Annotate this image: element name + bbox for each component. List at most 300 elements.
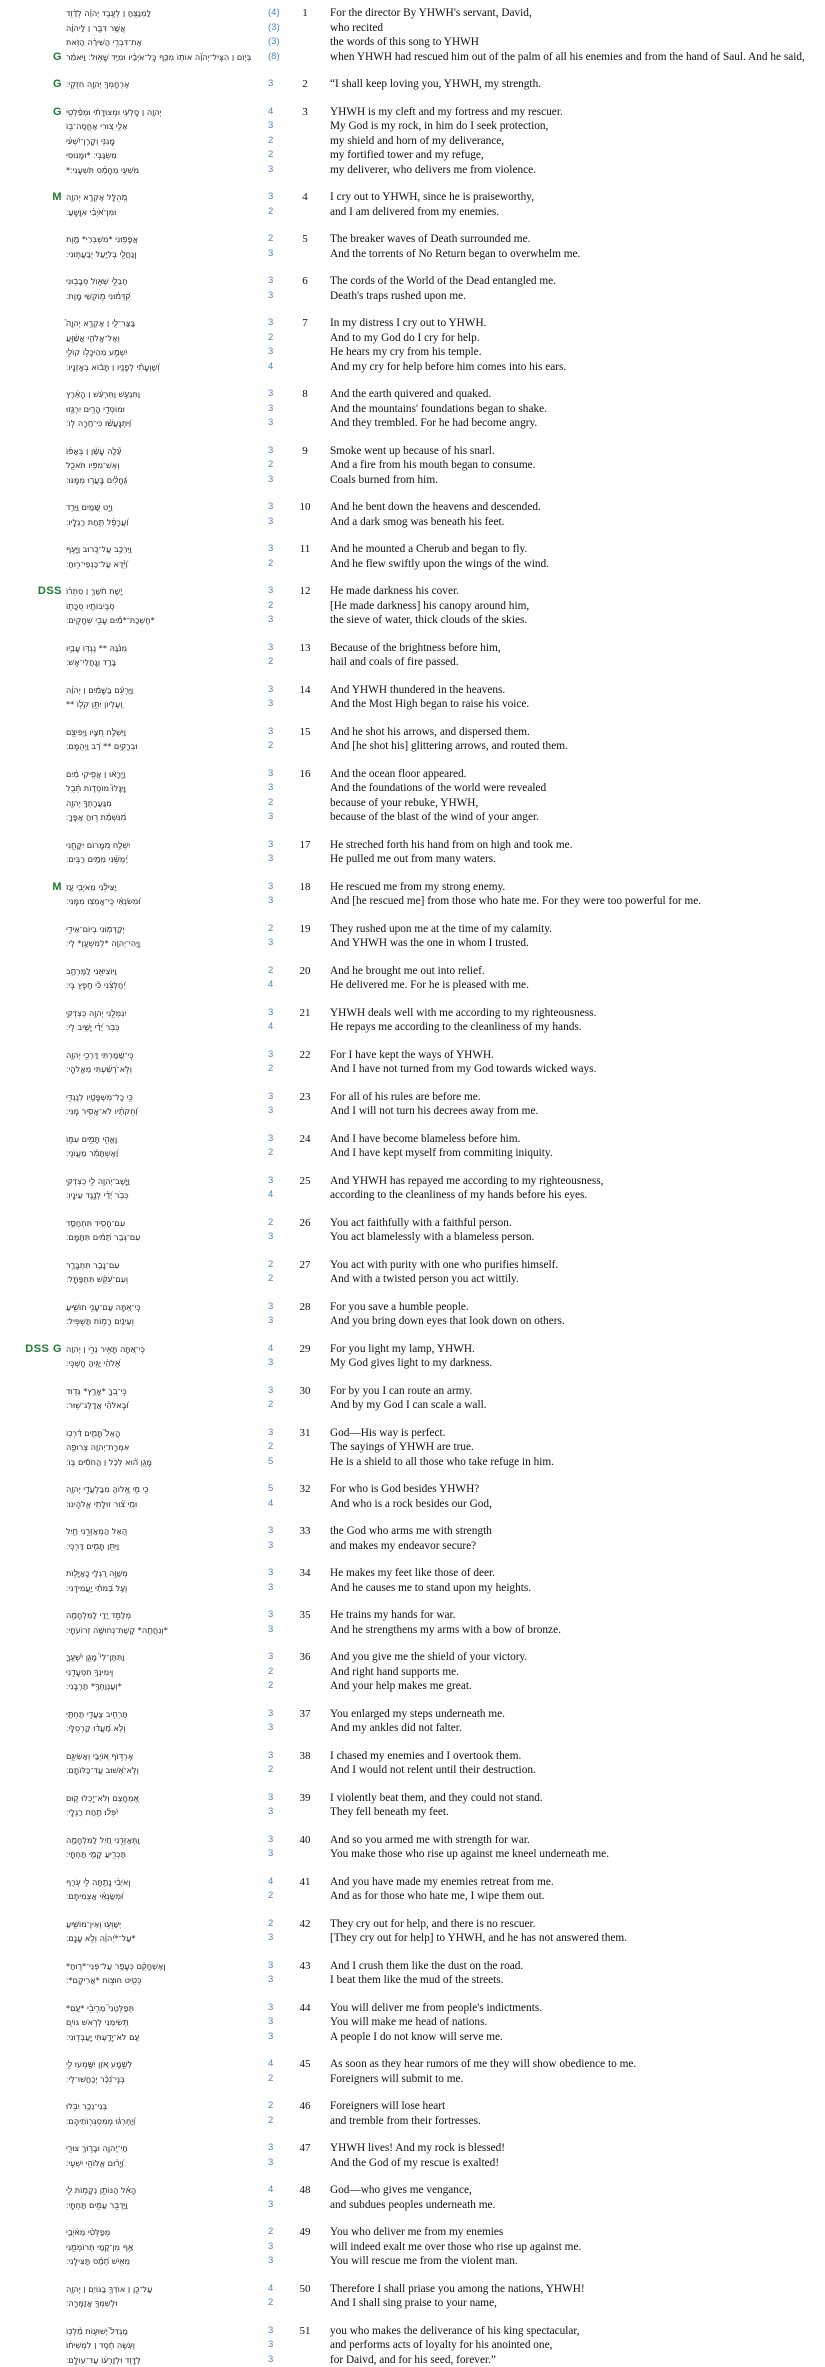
stress-count: (4) <box>266 6 288 21</box>
stress-count: 3 <box>266 345 288 360</box>
hebrew-text: וְעֹ֤שֶׂה חֶ֨סֶד ׀ לִמְשִׁיח֗וֹ <box>66 2338 266 2353</box>
hebrew-text: וּמוֹסְדֵ֣י הָרִ֣ים יִרְגָּ֑זוּ <box>66 402 266 417</box>
english-translation: And who is a rock besides our God, <box>322 1497 825 1512</box>
poetic-line <box>0 1875 825 1890</box>
stress-count: 2 <box>266 796 288 811</box>
stress-count: 3 <box>266 725 288 740</box>
poetic-line <box>0 2324 825 2339</box>
verse-number: 48 <box>288 2183 322 2198</box>
hebrew-text: עַ֖ם לֹא־יָדַ֣עְתִּי יַֽעַבְדֽוּנִי׃ <box>66 2030 266 2045</box>
poetic-line <box>0 2198 825 2213</box>
stress-count: 2 <box>266 458 288 473</box>
poetic-line <box>0 725 825 740</box>
hebrew-text: וּבְרָקִ֥ים ** רָ֝ב וַיְהֻמֵּֽם׃ <box>66 739 266 754</box>
poetic-line <box>0 852 825 867</box>
english-translation: My God is my rock, in him do I seek protection, <box>322 119 825 134</box>
poetic-line <box>0 2282 825 2297</box>
poetic-line <box>0 894 825 909</box>
english-translation: My God gives light to my darkness. <box>322 1356 825 1371</box>
hebrew-text: וּ֝מִשֹּׂנְאַ֗י כִּֽי־אָמְצ֥וּ מִמֶּֽנִּי׃ <box>66 894 266 909</box>
hebrew-text: וַ֝עֲרָפֶ֗ל תַּ֣חַת רַגְלָֽיו׃ <box>66 515 266 530</box>
english-translation: He pulled me out from many waters. <box>322 852 825 867</box>
poetic-line <box>0 584 825 599</box>
hebrew-text: וַיִּשְׁלַ֣ח חִ֭צָּיו וַיְפִיצֵ֑ם <box>66 725 266 740</box>
english-translation: And the ocean floor appeared. <box>322 767 825 782</box>
verse-number: 45 <box>288 2057 322 2072</box>
verse-number: 40 <box>288 1833 322 1848</box>
english-translation: For you save a humble people. <box>322 1300 825 1315</box>
stress-count: 3 <box>266 2001 288 2016</box>
poetic-line <box>0 1889 825 1904</box>
hebrew-text: יְשַׁוְּע֥וּ וְאֵין־מוֹשִׁ֑יעַ <box>66 1917 266 1932</box>
english-translation: [They cry out for help] to YHWH, and he has not answered them. <box>322 1931 825 1946</box>
hebrew-text: מִנֹּ֗גַהּ ** נֶגְדּ֥וֹ עָבָ֑יו <box>66 641 266 656</box>
poetic-line <box>0 50 825 65</box>
verse-number: 36 <box>288 1650 322 1665</box>
verse-number: 46 <box>288 2099 322 2114</box>
english-translation: The sayings of YHWH are true. <box>322 1440 825 1455</box>
english-translation: you who makes the deliverance of his king spectacular, <box>322 2324 825 2339</box>
verse-number: 41 <box>288 1875 322 1890</box>
verse-block <box>0 190 825 219</box>
stress-count: 2 <box>266 1062 288 1077</box>
poetic-line <box>0 274 825 289</box>
stress-count: 2 <box>266 232 288 247</box>
stress-count: 3 <box>266 1959 288 1974</box>
english-translation: I cry out to YHWH, since he is praiseworthy, <box>322 190 825 205</box>
poetic-line <box>0 1833 825 1848</box>
verse-number: 27 <box>288 1258 322 1273</box>
verse-block <box>0 964 825 993</box>
poetic-line <box>0 1104 825 1119</box>
hebrew-text: תַּרְחִ֣יב צַעֲדִ֣י תַחְתָּ֑י <box>66 1707 266 1722</box>
english-translation: And he brought me out into relief. <box>322 964 825 979</box>
english-translation: and I am delivered from my enemies. <box>322 205 825 220</box>
english-translation: He makes my feet like those of deer. <box>322 1566 825 1581</box>
poetic-line <box>0 2030 825 2045</box>
stress-count: 3 <box>266 2254 288 2269</box>
verse-number: 38 <box>288 1749 322 1764</box>
hebrew-text: וְעֵינַ֖יִם רָמ֣וֹת תַּשְׁפִּֽיל׃ <box>66 1314 266 1329</box>
poetic-line <box>0 1679 825 1694</box>
stress-count: 3 <box>266 1973 288 1988</box>
stress-count: (8) <box>266 50 288 65</box>
hebrew-text: וְלֹֽא־אָ֝שׁוּב עַד־כַּלּוֹתָֽם׃ <box>66 1763 266 1778</box>
english-translation: And he mounted a Cherub and began to fly. <box>322 542 825 557</box>
stress-count: 2 <box>266 1917 288 1932</box>
english-translation: And I crush them like the dust on the road. <box>322 1959 825 1974</box>
hebrew-text: *וְעַנְוַתְךָ֥* תַרְבֵּֽנִי׃ <box>66 1679 266 1694</box>
poetic-line <box>0 2141 825 2156</box>
hebrew-text: וַתִּתֶּן־לִי֮ מָגֵ֪ן יִ֫שְׁעֶ֥ךָ <box>66 1650 266 1665</box>
english-translation: And the torrents of No Return began to overwhelm me. <box>322 247 825 262</box>
english-translation: For you light my lamp, YHWH. <box>322 1342 825 1357</box>
poetic-line <box>0 2225 825 2240</box>
hebrew-text: יְהוָ֤ה ׀ סַֽלְעִ֥י וּמְצוּדָתִ֗י וּמְפַ֫לְטִ֥י <box>66 105 266 120</box>
verse-number: 42 <box>288 1917 322 1932</box>
english-translation: YHWH lives! And my rock is blessed! <box>322 2141 825 2156</box>
hebrew-text: וְ֝חֻקֹּתָ֗יו לֹא־אָסִ֥יר מֶֽנִּי׃ <box>66 1104 266 1119</box>
stress-count: 3 <box>266 515 288 530</box>
verse-block <box>0 683 825 712</box>
english-translation: my shield and horn of my deliverance, <box>322 134 825 149</box>
poetic-line <box>0 1020 825 1035</box>
english-translation: And a fire from his mouth began to consume. <box>322 458 825 473</box>
english-translation: And he bent down the heavens and descended. <box>322 500 825 515</box>
hebrew-text: הָ֭אֵל הַמְאַזְּרֵ֣נִי חָ֑יִל <box>66 1524 266 1539</box>
poetic-line <box>0 1665 825 1680</box>
poetic-line <box>0 35 825 50</box>
poetic-line <box>0 2114 825 2129</box>
stress-count: 3 <box>266 190 288 205</box>
stress-count: 2 <box>266 1272 288 1287</box>
verse-block <box>0 1650 825 1694</box>
stress-count: 4 <box>266 360 288 375</box>
poetic-line <box>0 599 825 614</box>
poetic-line <box>0 1805 825 1820</box>
english-translation: will indeed exalt me over those who rise up against me. <box>322 2240 825 2255</box>
poetic-line <box>0 2338 825 2353</box>
english-translation: “I shall keep loving you, YHWH, my strength. <box>322 77 825 92</box>
poetic-line <box>0 2296 825 2311</box>
poetic-line <box>0 697 825 712</box>
hebrew-text: הָאֵל֮ תָּמִ֪ים דַּ֫רְכּ֥וֹ <box>66 1426 266 1441</box>
witness-sigla: DSS <box>0 584 66 599</box>
hebrew-text: כִּ֤י מִ֣י אֱ֭לוֹהַּ מִבַּלְעֲדֵ֣י יְהוָ֑ה <box>66 1482 266 1497</box>
verse-block <box>0 1959 825 1988</box>
english-translation: He repays me according to the cleanliness of my hands. <box>322 1020 825 1035</box>
stress-count: 3 <box>266 1230 288 1245</box>
poetic-line <box>0 2057 825 2072</box>
stress-count: 2 <box>266 557 288 572</box>
verse-block <box>0 2057 825 2086</box>
poetic-line <box>0 1062 825 1077</box>
stress-count: 3 <box>266 1847 288 1862</box>
hebrew-text: כִּֽי־בְ֭ךָ *אָרֻ֣ץ* גְּד֑וּד <box>66 1384 266 1399</box>
verse-block <box>0 880 825 909</box>
poetic-line <box>0 77 825 92</box>
poetic-line <box>0 1581 825 1596</box>
english-translation: He made darkness his cover. <box>322 584 825 599</box>
poetic-line <box>0 1440 825 1455</box>
verse-number: 37 <box>288 1707 322 1722</box>
verse-block <box>0 1917 825 1946</box>
english-translation: You make those who rise up against me kneel underneath me. <box>322 1847 825 1862</box>
hebrew-text: כִּֽי־אַ֭תָּה תָּאִ֣יר נֵרִ֑י ׀ יְהוָ֥ה <box>66 1342 266 1357</box>
hebrew-text: גֶּ֝חָלִ֗ים בָּעֲר֥וּ מִמֶּֽנּוּ׃ <box>66 473 266 488</box>
stress-count: 3 <box>266 852 288 867</box>
stress-count: 3 <box>266 1833 288 1848</box>
verse-number: 44 <box>288 2001 322 2016</box>
hebrew-text: וְ֝יַחְרְג֗וּ מִֽמִּסְגְּרֽוֹתֵיהֶֽם׃ <box>66 2114 266 2129</box>
stress-count: 2 <box>266 1679 288 1694</box>
hebrew-text: אֶרְחָמְךָ֖ יְהוָ֣ה חִזְקִֽי׃ <box>66 77 266 92</box>
verse-number: 39 <box>288 1791 322 1806</box>
verse-number: 29 <box>288 1342 322 1357</box>
stress-count: 4 <box>266 2057 288 2072</box>
hebrew-text: וַיָּֽשֶׁב־יְהוָ֣ה לִ֣י כְצִדְקִ֑י <box>66 1174 266 1189</box>
hebrew-text: כְּטִ֖יט חוּצ֣וֹת *אֲרִיקֵֽם*׃ <box>66 1973 266 1988</box>
english-translation: Foreigners will lose heart <box>322 2099 825 2114</box>
witness-sigla: DSS G <box>0 1342 66 1357</box>
poetic-line <box>0 542 825 557</box>
stress-count: 3 <box>266 880 288 895</box>
hebrew-text: עַל־כֵּ֤ן ׀ אוֹדְךָ֖ בַגּוֹיִ֥ם ׀ יְהוָ֑ה <box>66 2282 266 2297</box>
hebrew-text: כִּֽי־אַ֭תָּה עַם־עָנִ֣י תוֹשִׁ֑יעַ <box>66 1300 266 1315</box>
hebrew-text: עִם־חָסִ֥יד תִּתְחַסָּ֑ד <box>66 1216 266 1231</box>
poetic-line <box>0 2015 825 2030</box>
verse-block <box>0 274 825 303</box>
stress-count: 3 <box>266 641 288 656</box>
poetic-line <box>0 557 825 572</box>
hebrew-text: וְ֝שַׁוְעָתִ֗י לְפָנָ֤יו ׀ תָּב֬וֹא בְאָזְנָֽיו׃ <box>66 360 266 375</box>
stress-count: 3 <box>266 810 288 825</box>
poetic-line <box>0 316 825 331</box>
witness-sigla: M <box>0 880 66 895</box>
stress-count: 2 <box>266 331 288 346</box>
hebrew-text: אֲפָפ֥וּנִי *מִשְׁבְּרֵי* מָ֑וֶת <box>66 232 266 247</box>
stress-count: 2 <box>266 2114 288 2129</box>
verse-number: 8 <box>288 387 322 402</box>
verse-block <box>0 105 825 178</box>
verse-block <box>0 1482 825 1511</box>
poetic-line <box>0 1216 825 1231</box>
hebrew-text: וַיֵּ֤רָא֨וּ ׀ אֲפִ֥יקֵי מַ֗יִם <box>66 767 266 782</box>
verse-block <box>0 1608 825 1637</box>
english-translation: Foreigners will submit to me. <box>322 2072 825 2087</box>
verse-block <box>0 1006 825 1035</box>
english-translation: And with a twisted person you act wittily. <box>322 1272 825 1287</box>
poetic-line <box>0 2072 825 2087</box>
stress-count: 3 <box>266 1132 288 1147</box>
verse-number: 51 <box>288 2324 322 2339</box>
stress-count: 4 <box>266 1020 288 1035</box>
english-translation: because of the blast of the wind of your anger. <box>322 810 825 825</box>
hebrew-text: וִֽימִינְךָ֥ תִסְעָדֵ֑נִי <box>66 1665 266 1680</box>
english-translation: when YHWH had rescued him out of the palm of all his enemies and from the hand of Saul. And he said, <box>322 50 825 65</box>
hebrew-text: מֵאִ֥ישׁ חָ֝מָ֗ס תַּצִּילֵֽנִי׃ <box>66 2254 266 2269</box>
stress-count: 3 <box>266 894 288 909</box>
english-translation: And the mountains' foundations began to shake. <box>322 402 825 417</box>
english-translation: They cry out for help, and there is no rescuer. <box>322 1917 825 1932</box>
verse-number: 32 <box>288 1482 322 1497</box>
verse-number: 26 <box>288 1216 322 1231</box>
hebrew-text: עִם־נָבָ֥ר תִּתְבָּרָ֑ר <box>66 1258 266 1273</box>
hebrew-text: יִשְׁלַ֣ח מִ֭מָּרוֹם יִקָּחֵ֑נִי <box>66 838 266 853</box>
verse-block <box>0 1791 825 1820</box>
poetic-line <box>0 796 825 811</box>
english-translation: And a dark smog was beneath his feet. <box>322 515 825 530</box>
verse-block <box>0 1216 825 1245</box>
verse-number: 47 <box>288 2141 322 2156</box>
english-translation: In my distress I cry out to YHWH. <box>322 316 825 331</box>
stress-count: 2 <box>266 739 288 754</box>
verse-block <box>0 387 825 431</box>
stress-count: 3 <box>266 1650 288 1665</box>
verse-block <box>0 1300 825 1329</box>
poetic-line <box>0 1931 825 1946</box>
poetic-line <box>0 655 825 670</box>
verse-block <box>0 767 825 825</box>
stress-count: 3 <box>266 697 288 712</box>
english-translation: You will make me head of nations. <box>322 2015 825 2030</box>
english-translation: And you bring down eyes that look down on others. <box>322 1314 825 1329</box>
verse-number: 14 <box>288 683 322 698</box>
verse-number: 23 <box>288 1090 322 1105</box>
stress-count: 3 <box>266 2240 288 2255</box>
poetic-line <box>0 1356 825 1371</box>
verse-number: 35 <box>288 1608 322 1623</box>
poetic-line <box>0 360 825 375</box>
english-translation: A people I do not know will serve me. <box>322 2030 825 2045</box>
english-translation: He is a shield to all those who take refuge in him. <box>322 1455 825 1470</box>
english-translation: And I have not turned from my God towards wicked ways. <box>322 1062 825 1077</box>
verse-number: 9 <box>288 444 322 459</box>
hebrew-text: יִשְׁמַ֣ע מֵהֵיכָל֣וֹ קוֹלִ֑י <box>66 345 266 360</box>
poetic-line <box>0 500 825 515</box>
verse-block <box>0 1048 825 1077</box>
english-translation: And they trembled. For he had become angry. <box>322 416 825 431</box>
verse-block <box>0 2001 825 2045</box>
verse-number: 31 <box>288 1426 322 1441</box>
english-translation: And YHWH has repayed me according to my righteousness, <box>322 1174 825 1189</box>
stress-count: 4 <box>266 2282 288 2297</box>
hebrew-text: וַיֵּ֣ט שָׁ֭מַיִם וַיֵּרַ֑ד <box>66 500 266 515</box>
english-translation: He delivered me. For he is pleased with me. <box>322 978 825 993</box>
poetic-line <box>0 922 825 937</box>
english-translation: God—His way is perfect. <box>322 1426 825 1441</box>
stress-count: 3 <box>266 1174 288 1189</box>
verse-block <box>0 1426 825 1470</box>
witness-sigla: G <box>0 77 66 92</box>
poetic-line <box>0 936 825 951</box>
poetic-line <box>0 2001 825 2016</box>
english-translation: I violently beat them, and they could not stand. <box>322 1791 825 1806</box>
stress-count: 3 <box>266 1566 288 1581</box>
poetic-line <box>0 163 825 178</box>
poetic-line <box>0 1090 825 1105</box>
poetic-line <box>0 1426 825 1441</box>
poetic-line <box>0 134 825 149</box>
poetic-line <box>0 416 825 431</box>
hebrew-text: וְ֝יָר֗וּם אֱלוֹהֵ֥י יִשְׁעִֽי׃ <box>66 2156 266 2171</box>
verse-block <box>0 444 825 488</box>
stress-count: 3 <box>266 500 288 515</box>
poetic-line <box>0 1342 825 1357</box>
stress-count: 3 <box>266 1608 288 1623</box>
poetic-line <box>0 1917 825 1932</box>
stress-count: 4 <box>266 1497 288 1512</box>
stress-count: 3 <box>266 1314 288 1329</box>
verse-number: 43 <box>288 1959 322 1974</box>
stress-count: 3 <box>266 2015 288 2030</box>
hebrew-text: אֶת־דִּבְרֵ֥י הַשִּׁירָ֗ה הַזֹּ֥את <box>66 35 266 50</box>
hebrew-text: מְלַמֵּ֣ד יָ֭דַי לַמִּלְחָמָ֑ה <box>66 1608 266 1623</box>
witness-sigla: G <box>0 50 66 65</box>
hebrew-text: וַֽיְהִי־יְהוָ֖ה *לְמִשְׁעָ֣ן* לִֽי׃ <box>66 936 266 951</box>
hebrew-text: מַגְדִּל֮ יְשׁוּע֪וֹת מַ֫לְכּ֥וֹ <box>66 2324 266 2339</box>
hebrew-text: וְ֭עֶלְיוֹן יִתֵּ֣ן קֹל֑וֹ ** <box>66 697 266 712</box>
stress-count: 5 <box>266 1482 288 1497</box>
verse-number: 17 <box>288 838 322 853</box>
english-translation: because of your rebuke, YHWH, <box>322 796 825 811</box>
stress-count: 3 <box>266 1721 288 1736</box>
english-translation: And I shall sing praise to your name, <box>322 2296 825 2311</box>
english-translation: And the foundations of the world were revealed <box>322 781 825 796</box>
english-translation: And my cry for help before him comes into his ears. <box>322 360 825 375</box>
english-translation: And I will not turn his decrees away from me. <box>322 1104 825 1119</box>
hebrew-text: מְשַׁוֶּ֣ה רַ֭גְלַי כָּאַיָּל֑וֹת <box>66 1566 266 1581</box>
stress-count: 2 <box>266 1258 288 1273</box>
stress-count: 3 <box>266 444 288 459</box>
hebrew-text: מָֽגִנִּ֥י וְקֶֽרֶן־יִ֝שְׁעִ֗י <box>66 134 266 149</box>
english-translation: You act blamelessly with a blameless person. <box>322 1230 825 1245</box>
stress-count: 3 <box>266 1791 288 1806</box>
stress-count: 2 <box>266 1889 288 1904</box>
poetic-line <box>0 2156 825 2171</box>
stress-count: 3 <box>266 1539 288 1554</box>
hebrew-text: לְשֵׁ֣מַֽע אֹ֭זֶן יִשָּׁ֣מְעוּ לִ֑י <box>66 2057 266 2072</box>
english-translation: You will deliver me from people's indictments. <box>322 2001 825 2016</box>
poetic-line <box>0 810 825 825</box>
hebrew-text: יְקַדְּמ֥וּנִי בְיוֹם־אֵידִ֑י <box>66 922 266 937</box>
english-translation: You act with purity with one who purifies himself. <box>322 1258 825 1273</box>
hebrew-text: עִם־גְּבַ֥ר תָּ֝מִ֗ים תִּתַּמָּֽם׃ <box>66 1230 266 1245</box>
stress-count: 3 <box>266 1931 288 1946</box>
verse-number: 16 <box>288 767 322 782</box>
poetic-line <box>0 1707 825 1722</box>
poetic-line <box>0 2254 825 2269</box>
hebrew-text: וְלֹֽא־רָ֝שַׁ֗עְתִּי מֵאֱלֹהָֽי׃ <box>66 1062 266 1077</box>
hebrew-text: יָ֤שֶׁת חֹ֨שֶׁךְ ׀ סִתְר֗וֹ <box>66 584 266 599</box>
english-translation: my fortified tower and my refuge, <box>322 148 825 163</box>
stress-count: 3 <box>266 1426 288 1441</box>
english-translation: The breaker waves of Death surrounded me. <box>322 232 825 247</box>
stress-count: 2 <box>266 2072 288 2087</box>
stress-count: 3 <box>266 2030 288 2045</box>
verse-block <box>0 1342 825 1371</box>
verse-number: 21 <box>288 1006 322 1021</box>
english-translation: And the earth quivered and quaked. <box>322 387 825 402</box>
hebrew-text: וַתְּאַזְּרֵ֣נִי חַ֭יִל לַמִּלְחָמָ֑ה <box>66 1833 266 1848</box>
poetic-line <box>0 1539 825 1554</box>
stress-count: 4 <box>266 978 288 993</box>
poetic-line <box>0 247 825 262</box>
stress-count: 3 <box>266 542 288 557</box>
poetic-line <box>0 1174 825 1189</box>
hebrew-text: וּלְשִׁמְךָ֥ אֲזַמֵּֽרָה׃ <box>66 2296 266 2311</box>
verse-number: 12 <box>288 584 322 599</box>
hebrew-text: יִגְמְלֵ֣נִי יְהוָ֣ה כְּצִדְקִ֑י <box>66 1006 266 1021</box>
hebrew-text: בְּנֵי־נֵכָ֥ר יִבֹּ֑לוּ <box>66 2099 266 2114</box>
poetic-line <box>0 1973 825 1988</box>
english-translation: Therefore I shall priase you among the nations, YHWH! <box>322 2282 825 2297</box>
english-translation: You enlarged my steps underneath me. <box>322 1707 825 1722</box>
stress-count: 2 <box>266 1398 288 1413</box>
stress-count: 2 <box>266 599 288 614</box>
stress-count: 3 <box>266 1356 288 1371</box>
stress-count: 3 <box>266 387 288 402</box>
verse-block <box>0 1258 825 1287</box>
english-translation: You will rescue me from the violent man. <box>322 2254 825 2269</box>
verse-block <box>0 2225 825 2269</box>
stress-count: 3 <box>266 1707 288 1722</box>
english-translation: And [he shot his] glittering arrows, and routed them. <box>322 739 825 754</box>
hebrew-text: *חֶשְׁכַת־*מַ֗יִם עָבֵ֥י שְׁחָקִֽים׃ <box>66 613 266 628</box>
english-translation: You act faithfully with a faithful person. <box>322 1216 825 1231</box>
verse-block <box>0 1566 825 1595</box>
hebrew-text: יַֽ֝מְשֵׁ֗נִי מִמַּ֥יִם רַבִּֽים׃ <box>66 852 266 867</box>
